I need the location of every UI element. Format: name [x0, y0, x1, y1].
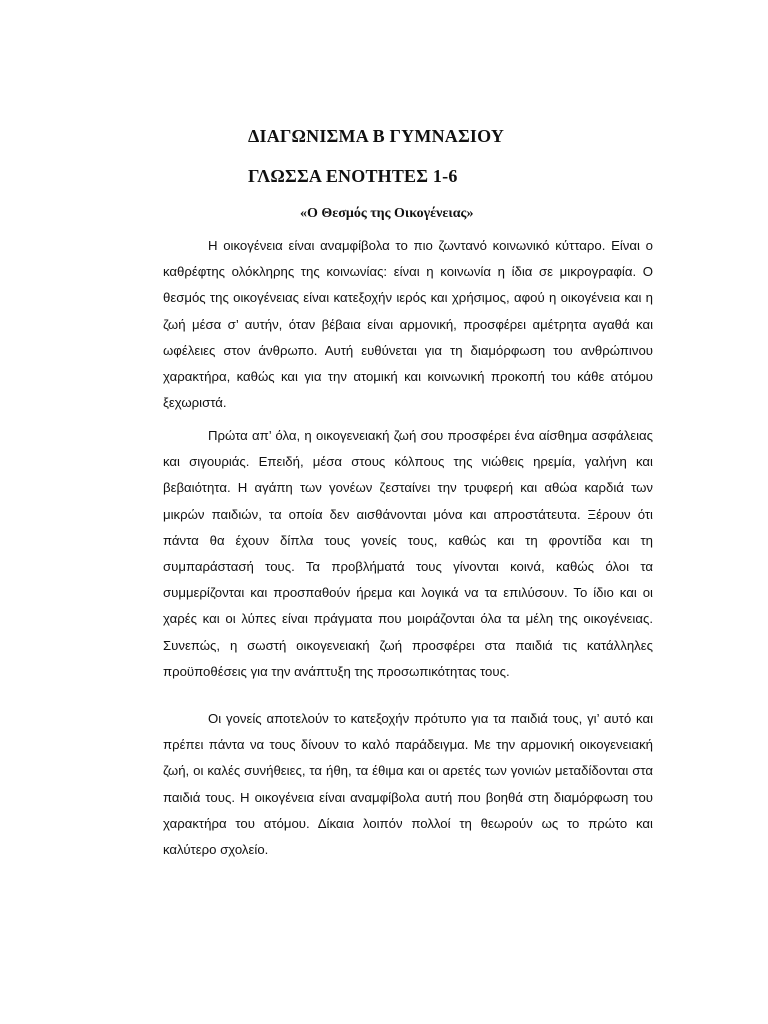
paragraph-3: Οι γονείς αποτελούν το κατεξοχήν πρότυπο για τα παιδιά τους, γι’ αυτό και πρέπει πάντα να τους δίνουν το καλό παράδειγμα. Με την αρμονική οικογενειακή ζωή, οι καλές συνήθειες, τα ήθη, τα έθιμα και οι αρετές των γονιών μεταδίδονται στα παιδιά τους. Η οικογένεια είναι αναμφίβολα αυτή που βοηθά στη διαμόρφωση του χαρακτήρα του ατόμου. Δίκαια λοιπόν πολλοί τη θεωρούν ως το πρώτο και καλύτερο σχολείο. — [163, 711, 653, 858]
text-title: «Ο Θεσμός της Οικογένειας» — [300, 206, 474, 221]
document-title: ΔΙΑΓΩΝΙΣΜΑ Β ΓΥΜΝΑΣΙΟΥ — [248, 126, 505, 146]
paragraph-1: Η οικογένεια είναι αναμφίβολα το πιο ζωντανό κοινωνικό κύτταρο. Είναι ο καθρέφτης ολόκληρης της κοινωνίας: είναι η κοινωνία η ίδια σε μικρογραφία. Ο θεσμός της οικογένειας είναι κατεξοχήν ιερός και χρήσιμος, αφού η οικογένεια και η ζωή μέσα σ’ αυτήν, όταν βέβαια είναι αρμονική, προσφέρει αμέτρητα αγαθά και ωφέλειες στον άνθρωπο. Αυτή ευθύνεται για τη διαμόρφωση του ανθρώπινου χαρακτήρα, καθώς και για την ατομική και κοινωνική προκοπή του κάθε ατόμου ξεχωριστά. — [163, 238, 653, 411]
paragraph-2: Πρώτα απ’ όλα, η οικογενειακή ζωή σου προσφέρει ένα αίσθημα ασφάλειας και σιγουριάς. Επειδή, μέσα στους κόλπους της νιώθεις ηρεμία, γαλήνη και βεβαιότητα. Η αγάπη των γονέων ζεσταίνει την τρυφερή και αθώα καρδιά των μικρών παιδιών, τα οποία δεν αισθάνονται μόνα και απροστάτευτα. Ξέρουν ότι πάντα θα έχουν δίπλα τους γονείς τους, καθώς και τη φροντίδα και τη συμπαράστασή τους. Τα προβλήματά τους γίνονται κοινά, καθώς όλοι τα συμμερίζονται και προσπαθούν ήρεμα και λογικά να τα επιλύσουν. Το ίδιο και οι χαρές και οι λύπες είναι πράγματα που μοιράζονται όλα τα μέλη της οικογένειας. Συνεπώς, η σωστή οικογενειακή ζωή προσφέρει στα παιδιά τις κατάλληλες προϋποθέσεις για την ανάπτυξη της προσωπικότητας τους. — [163, 428, 653, 679]
document-subject: ΓΛΩΣΣΑ ΕΝΟΤΗΤΕΣ 1-6 — [248, 166, 458, 186]
